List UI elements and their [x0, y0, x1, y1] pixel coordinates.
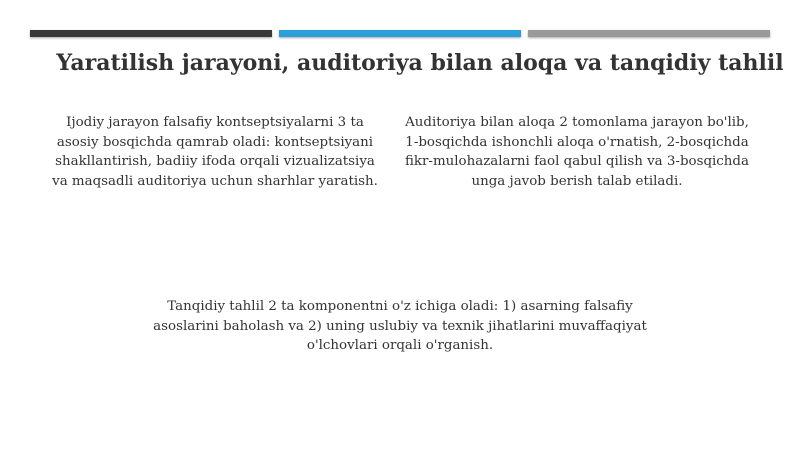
slide-title: Yaratilish jarayoni, auditoriya bilan aloqa va tanqidiy tahlil: [56, 50, 784, 76]
accent-bar-dark: [30, 30, 272, 37]
accent-bar-gray: [528, 30, 770, 37]
text-block-critical-analysis: Tanqidiy tahlil 2 ta komponentni o'z ichiga oladi: 1) asarning falsafiy asoslarini baholash va 2) uning uslubiy va texnik jihatlarini muvaffaqiyat o'lchovlari orqali o'rganish.: [153, 299, 647, 353]
accent-bar-blue: [279, 30, 521, 37]
text-block-creative-process: Ijodiy jarayon falsafiy kontseptsiyalarni 3 ta asosiy bosqichda qamrab oladi: kontseptsiyani shakllantirish, badiiy ifoda orqali vizualizatsiya va maqsadli auditoriya uchun sharhlar yaratish.: [52, 115, 378, 189]
text-block-audience-communication: Auditoriya bilan aloqa 2 tomonlama jarayon bo'lib, 1-bosqichda ishonchli aloqa o'rnatish, 2-bosqichda fikr-mulohazalarni faol qabul qilish va 3-bosqichda unga javob berish talab etiladi.: [404, 115, 749, 189]
